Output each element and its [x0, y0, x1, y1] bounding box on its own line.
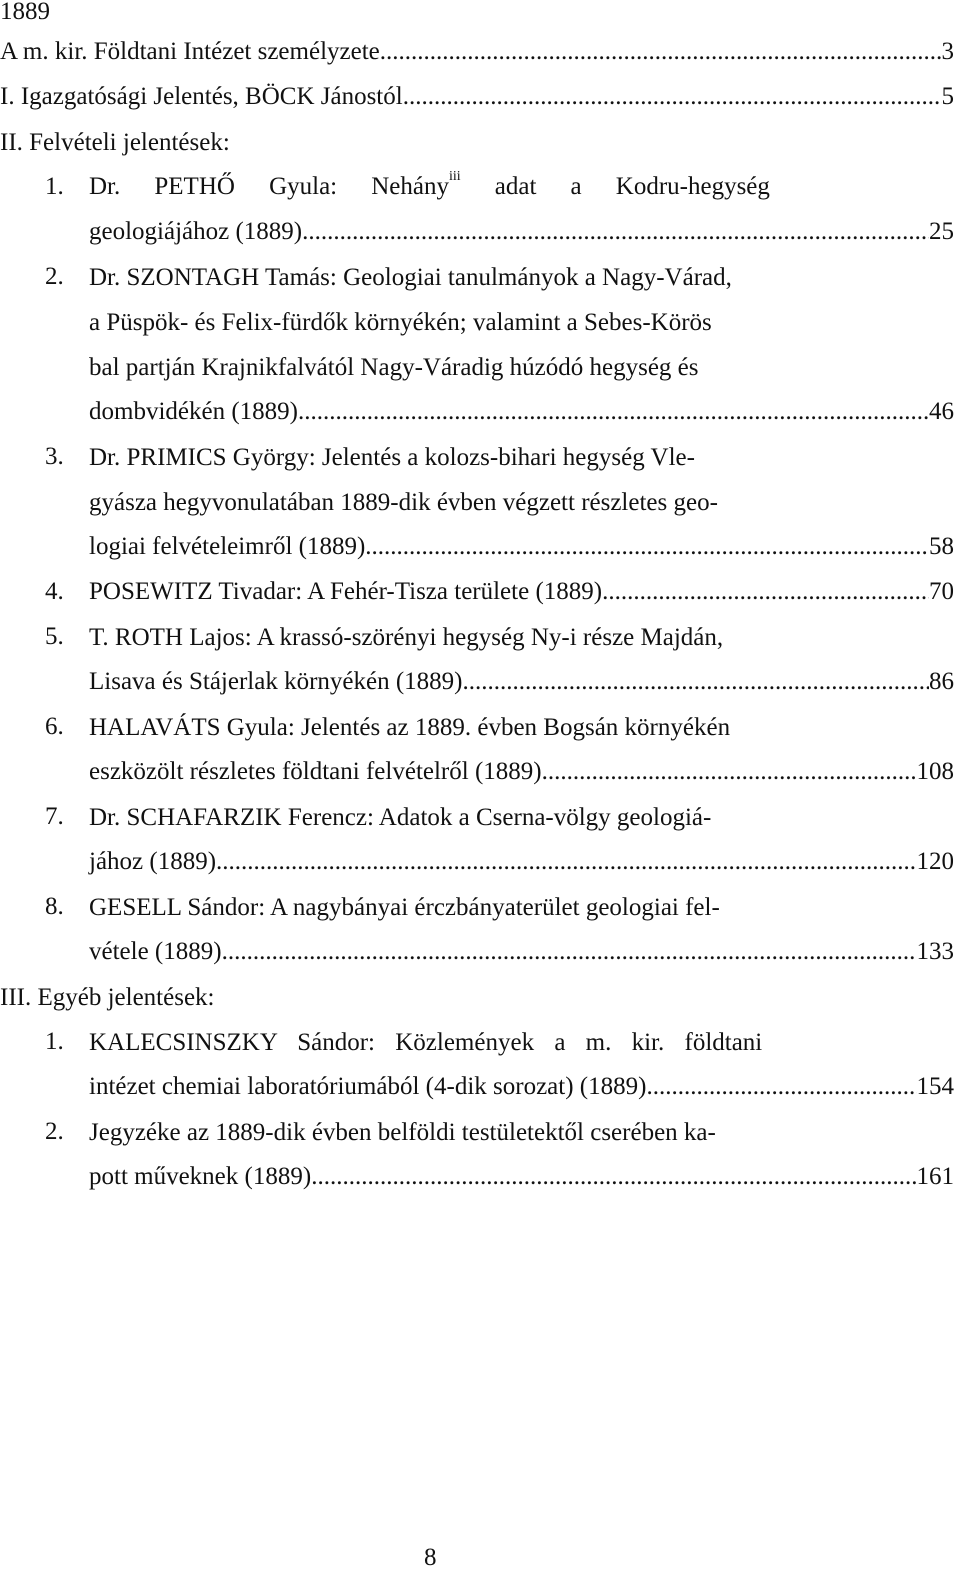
item-number: 3.: [45, 443, 64, 470]
item-number: 5.: [45, 623, 64, 650]
dot-leader: [365, 533, 929, 561]
toc-entry-section-3-item-2[interactable]: pott műveknek (1889) ..... 161: [89, 1163, 954, 1191]
section-heading-3: III. Egyéb jelentések:: [0, 984, 215, 1011]
page-number: 8: [424, 1544, 437, 1571]
dot-leader: [463, 668, 930, 696]
toc-item-line: gyásza hegyvonulatában 1889-dik évben végzett részletes geo-: [89, 489, 718, 516]
toc-entry-section-1[interactable]: [0, 83, 954, 111]
item-number: 7.: [45, 803, 64, 830]
toc-entry-page: 58: [929, 533, 954, 560]
dot-leader: [222, 938, 917, 966]
toc-entry-page: 3: [941, 38, 954, 65]
toc-entry-item-2[interactable]: dombvidékén (1889) ..... 46: [89, 398, 954, 426]
section-heading-2: II. Felvételi jelentések:: [0, 129, 230, 156]
toc-entry-page: 46: [929, 398, 954, 425]
item-number: 2.: [45, 1118, 64, 1145]
dot-leader: [542, 758, 917, 786]
item-number: 8.: [45, 893, 64, 920]
dot-leader: [403, 83, 942, 111]
dot-leader: [646, 1073, 916, 1101]
dot-leader: [302, 218, 929, 246]
toc-item-line: HALAVÁTS Gyula: Jelentés az 1889. évben Bogsán környékén: [89, 714, 731, 741]
toc-entry-staff[interactable]: [0, 38, 954, 66]
toc-entry-section-3-item-1[interactable]: intézet chemiai laboratóriumából (4-dik sorozat) (1889) ..... 154: [89, 1073, 954, 1101]
toc-entry-item-7[interactable]: jához (1889) ..... 120: [89, 848, 954, 876]
toc-item-line: Dr. PETHŐ Gyula: Nehány$^{iii}$ adat a Kodru-hegység: [89, 169, 770, 200]
toc-item-line: Dr. SCHAFARZIK Ferencz: Adatok a Cserna-völgy geologiá-: [89, 804, 712, 831]
dot-leader: [602, 578, 929, 606]
toc-entry-page: 133: [916, 938, 954, 965]
dot-leader: [216, 848, 916, 876]
toc-item-line: Dr. SZONTAGH Tamás: Geologiai tanulmányok a Nagy-Várad,: [89, 264, 732, 291]
toc-entry-page: 154: [916, 1073, 954, 1100]
toc-item-line: GESELL Sándor: A nagybányai érczbányaterület geologiai fel-: [89, 894, 720, 921]
toc-entry-item-5[interactable]: Lisava és Stájerlak környékén (1889) ..... 86: [89, 668, 954, 696]
toc-entry-item-1[interactable]: geologiájához (1889) ..... 25: [89, 218, 954, 246]
item-number: 2.: [45, 263, 64, 290]
toc-entry-page: 5: [941, 83, 954, 110]
footnote-mark: iii: [448, 169, 461, 184]
toc-entry-page: 120: [916, 848, 954, 875]
toc-entry-page: 86: [929, 668, 954, 695]
toc-item-line: Jegyzéke az 1889-dik évben belföldi testületektől cserében ka-: [89, 1119, 716, 1146]
toc-item-line: KALECSINSZKY Sándor: Közlemények a m. kir. földtani: [89, 1029, 763, 1056]
dot-leader: [380, 38, 942, 66]
year-header: 1889: [0, 0, 50, 25]
toc-item-line: Dr. PRIMICS György: Jelentés a kolozs-bihari hegység Vle-: [89, 444, 695, 471]
item-number: 6.: [45, 713, 64, 740]
toc-entry-page: 108: [916, 758, 954, 785]
toc-item-line: a Püspök- és Felix-fürdők környékén; valamint a Sebes-Körös: [89, 309, 712, 336]
item-number: 1.: [45, 1028, 64, 1055]
toc-entry-title: A m. kir. Földtani Intézet személyzete: [0, 38, 380, 65]
toc-item-line: T. ROTH Lajos: A krassó-szörényi hegység Ny-i része Majdán,: [89, 624, 724, 651]
item-number: 1.: [45, 173, 64, 200]
toc-entry-item-8[interactable]: vétele (1889) ..... 133: [89, 938, 954, 966]
toc-entry-page: 25: [929, 218, 954, 245]
dot-leader: [298, 398, 929, 426]
toc-entry-title: I. Igazgatósági Jelentés, BÖCK Jánostól: [0, 83, 403, 110]
toc-entry-page: 161: [916, 1163, 954, 1190]
dot-leader: [311, 1163, 916, 1191]
toc-entry-page: 70: [929, 578, 954, 605]
toc-entry-item-3[interactable]: logiai felvételeimről (1889) ..... 58: [89, 533, 954, 561]
item-number: 4.: [45, 578, 64, 605]
toc-item-line: bal partján Krajnikfalvától Nagy-Váradig húzódó hegység és: [89, 354, 699, 381]
toc-entry-item-4[interactable]: POSEWITZ Tivadar: A Fehér-Tisza területe (1889) ..... 70: [89, 578, 954, 606]
toc-entry-item-6[interactable]: eszközölt részletes földtani felvételről (1889) ..... 108: [89, 758, 954, 786]
